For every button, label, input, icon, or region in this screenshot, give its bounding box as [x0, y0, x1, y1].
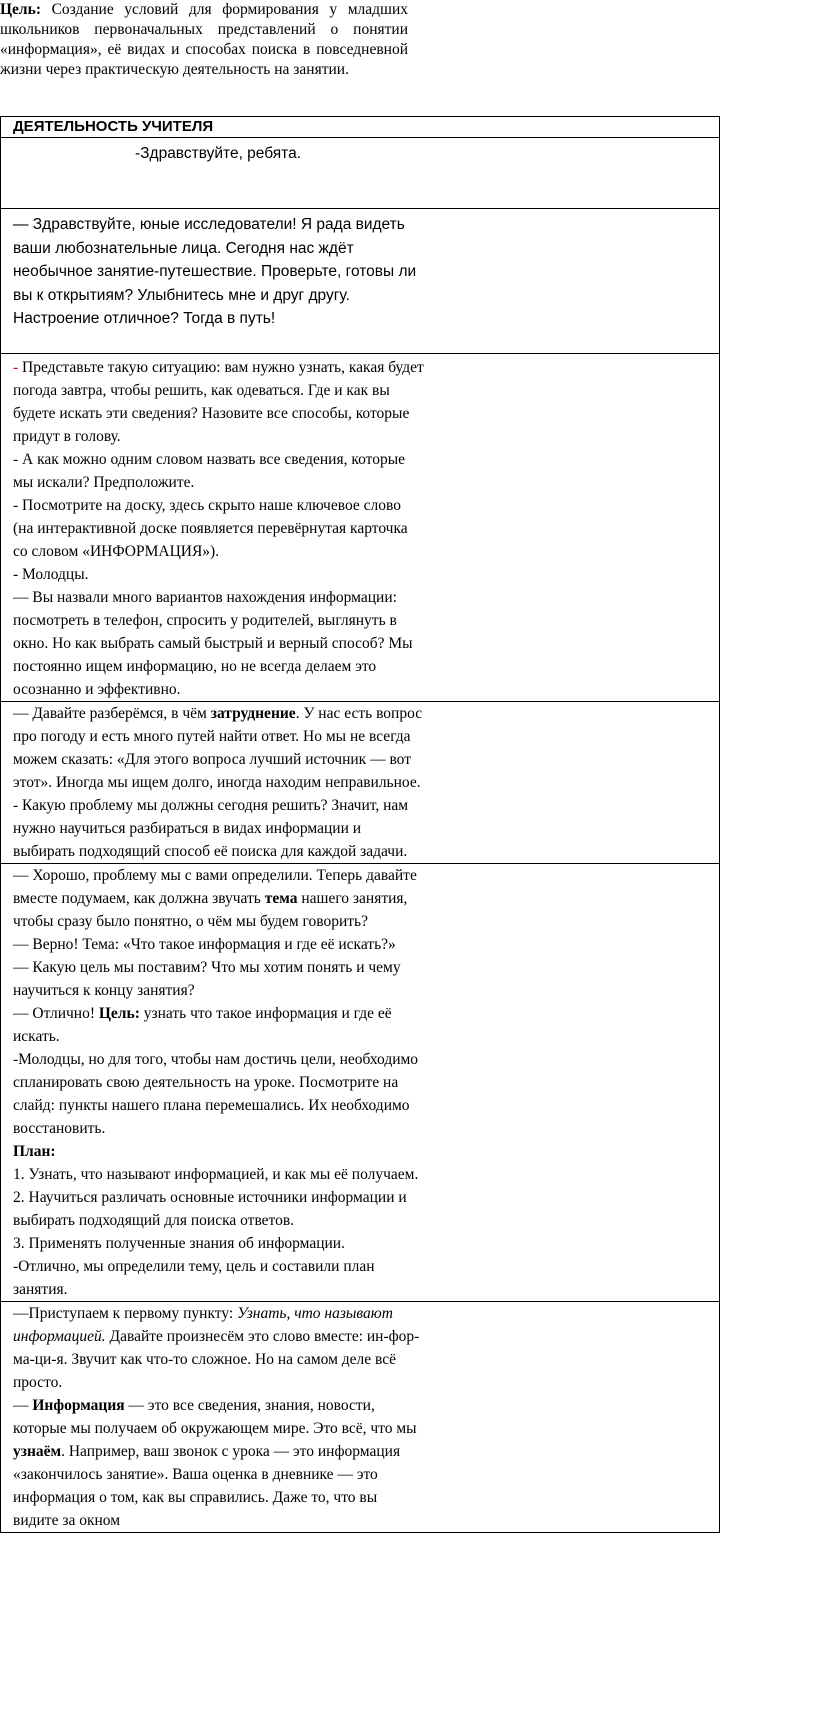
goal-label: Цель:: [0, 1, 41, 18]
situation-paragraph: - Представьте такую ситуацию: вам нужно узнать, какая будет погода завтра, чтобы решить, как одеваться. Где и как вы будете искать эти сведения? Назовите все способы, которые придут в голову.: [13, 359, 424, 445]
board-paragraph: - Посмотрите на доску, здесь скрыто наше ключевое слово (на интерактивной доске появляется перевёрнутая карточка со словом «ИНФОРМАЦИЯ»).: [13, 497, 408, 560]
table-header: ДЕЯТЕЛЬНОСТЬ УЧИТЕЛЯ: [13, 118, 214, 135]
difficulty-paragraph: — Давайте разберёмся, в чём затруднение. У нас есть вопрос про погоду и есть много путей найти ответ. Но мы не всегда можем сказать: «Для этого вопроса лучший источник — вот этот». Иногда мы ищем долго, иногда находим неправильное.: [13, 705, 423, 791]
goal-paragraph: [0, 0, 408, 80]
definition-paragraph: — Информация — это все сведения, знания, новости, которые мы получаем об окружающем мире. Это всё, что мы узнаём. Например, ваш звонок с урока — это информация «закончилось занятие». Ваша оценка в дневнике — это информация о том, как вы справились. Даже то, что вы видите за окном: [13, 1397, 417, 1529]
table-row: [1, 864, 720, 1302]
intro-text: — Здравствуйте, юные исследователи! Я рада видеть ваши любознательные лица. Сегодня нас ждёт необычное занятие-путешествие. Проверьте, готовы ли вы к открытиям? Улыбнитесь мне и друг другу. Настроение отличное? Тогда в путь!: [13, 216, 417, 327]
options-paragraph: — Вы назвали много вариантов нахождения информации: посмотреть в телефон, спросить у родителей, выглянуть в окно. Но как выбрать самый быстрый и верный способ? Мы постоянно ищем информацию, но не всегда делаем это осознанно и эффективно.: [13, 589, 413, 698]
goal-question-paragraph: — Какую цель мы поставим? Что мы хотим понять и чему научиться к концу занятия?: [13, 959, 401, 999]
topic-answer-paragraph: — Верно! Тема: «Что такое информация и где её искать?»: [13, 936, 396, 953]
question-paragraph: - А как можно одним словом назвать все сведения, которые мы искали? Предположите.: [13, 451, 405, 491]
table-row: [1, 354, 720, 702]
teacher-activity-table: [0, 116, 720, 1533]
goal-answer-paragraph: — Отлично! Цель: узнать что такое информация и где её искать.: [13, 1005, 392, 1045]
plan-label: План:: [13, 1143, 56, 1160]
table-row: [1, 702, 720, 864]
praise-paragraph: - Молодцы.: [13, 566, 89, 583]
plan-item: 2. Научиться различать основные источники информации и выбирать подходящий для поиска ответов.: [13, 1189, 407, 1229]
table-row: [1, 138, 720, 209]
table-row: [1, 1302, 720, 1533]
table-row: [1, 209, 720, 354]
table-header-row: [1, 117, 720, 138]
plan-intro-paragraph: -Молодцы, но для того, чтобы нам достичь цели, необходимо спланировать свою деятельность на уроке. Посмотрите на слайд: пункты нашего плана перемешались. Их необходимо восстановить.: [13, 1051, 419, 1137]
plan-item: 1. Узнать, что называют информацией, и как мы её получаем.: [13, 1166, 419, 1183]
topic-paragraph: — Хорошо, проблему мы с вами определили. Теперь давайте вместе подумаем, как должна звучать тема нашего занятия, чтобы сразу было понятно, о чём мы будем говорить?: [13, 867, 417, 930]
greeting-text: -Здравствуйте, ребята.: [135, 145, 302, 162]
goal-text: Создание условий для формирования у младших школьников первоначальных представлений о понятии «информация», её видах и способах поиска в повседневной жизни через практическую деятельность на занятии.: [0, 1, 408, 78]
summary-paragraph: -Отлично, мы определили тему, цель и составили план занятия.: [13, 1258, 375, 1298]
problem-paragraph: - Какую проблему мы должны сегодня решить? Значит, нам нужно научиться разбираться в видах информации и выбирать подходящий способ её поиска для каждой задачи.: [13, 797, 409, 860]
first-point-paragraph: —Приступаем к первому пункту: Узнать, что называют информацией. Давайте произнесём это слово вместе: ин-фор-ма-ци-я. Звучит как что-то сложное. Но на самом деле всё просто.: [13, 1305, 420, 1391]
plan-item: 3. Применять полученные знания об информации.: [13, 1235, 345, 1252]
red-dash: -: [13, 359, 23, 376]
